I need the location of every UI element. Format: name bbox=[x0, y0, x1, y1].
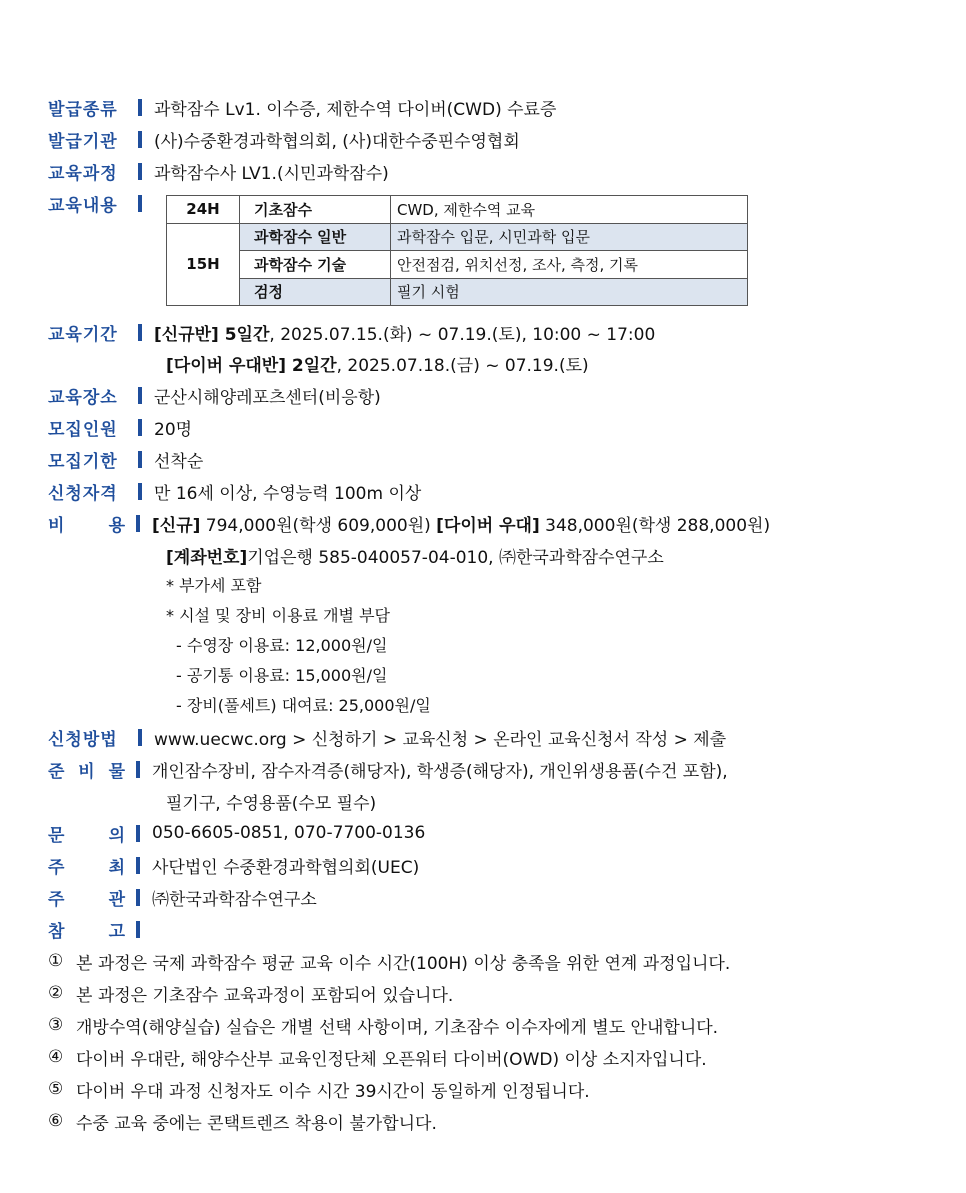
item-text: 다이버 우대 과정 신청자도 이수 시간 39시간이 동일하게 인정됩니다. bbox=[76, 1081, 590, 1102]
row-prep bbox=[48, 754, 946, 784]
row-organizer bbox=[48, 882, 946, 912]
item-number: ⑥ bbox=[48, 1111, 64, 1131]
label-char: 주 bbox=[48, 889, 66, 910]
row-issue-type bbox=[48, 92, 946, 122]
row-apply bbox=[48, 722, 946, 752]
separator-bar bbox=[138, 163, 142, 180]
value-deadline: 선착순 bbox=[154, 451, 204, 472]
category-cell: 기초잠수 bbox=[240, 196, 391, 224]
label-fee bbox=[48, 511, 126, 536]
label-char: 물 bbox=[108, 761, 126, 782]
item-text: 개방수역(해양실습) 실습은 개별 선택 사항이며, 기초잠수 이수자에게 별도 안내합니다. bbox=[76, 1017, 719, 1038]
label-deadline: 모집기한 bbox=[48, 451, 118, 472]
label-issue-type: 발급종류 bbox=[48, 99, 118, 120]
label-host bbox=[48, 853, 126, 878]
list-item bbox=[48, 946, 730, 976]
value-period-diver bbox=[166, 348, 589, 378]
row-capacity bbox=[48, 412, 946, 442]
separator-bar bbox=[138, 451, 142, 468]
separator-bar bbox=[138, 131, 142, 148]
separator-bar bbox=[138, 195, 142, 212]
label-capacity: 모집인원 bbox=[48, 419, 118, 440]
separator-bar bbox=[138, 483, 142, 500]
item-number: ⑤ bbox=[48, 1079, 64, 1099]
label-content: 교육내용 bbox=[48, 195, 118, 216]
row-contact bbox=[48, 818, 946, 848]
category-cell: 과학잠수 일반 bbox=[240, 223, 391, 251]
value-eligibility: 만 16세 이상, 수영능력 100m 이상 bbox=[154, 483, 422, 504]
separator-bar bbox=[136, 921, 140, 938]
separator-bar bbox=[138, 387, 142, 404]
fee-detail: - 장비(풀세트) 대여료: 25,000원/일 bbox=[176, 695, 431, 715]
label-issuer: 발급기관 bbox=[48, 131, 118, 152]
label-char: 최 bbox=[108, 857, 126, 878]
row-period bbox=[48, 317, 946, 347]
fee-diver-amount: 348,000원(학생 288,000원) bbox=[539, 515, 771, 536]
item-number: ③ bbox=[48, 1015, 64, 1035]
label-contact bbox=[48, 821, 126, 846]
separator-bar bbox=[138, 729, 142, 746]
separator-bar bbox=[136, 889, 140, 906]
item-number: ① bbox=[48, 951, 64, 971]
label-char: 용 bbox=[108, 515, 126, 536]
row-location bbox=[48, 380, 946, 410]
row-notes bbox=[48, 914, 946, 944]
account-title: [계좌번호] bbox=[166, 547, 248, 568]
label-eligibility: 신청자격 bbox=[48, 483, 118, 504]
item-text: 본 과정은 국제 과학잠수 평균 교육 이수 시간(100H) 이상 충족을 위한 연계 과정입니다. bbox=[76, 953, 731, 974]
list-item bbox=[48, 1074, 590, 1104]
fee-detail: - 공기통 이용료: 15,000원/일 bbox=[176, 665, 388, 685]
fee-note: * 부가세 포함 bbox=[166, 575, 262, 595]
label-course: 교육과정 bbox=[48, 163, 118, 184]
label-prep bbox=[48, 757, 126, 782]
item-number: ② bbox=[48, 983, 64, 1003]
period-diver-title: [다이버 우대반] 2일간 bbox=[166, 355, 337, 376]
row-issuer bbox=[48, 124, 946, 154]
fee-diver-title: [다이버 우대] bbox=[436, 515, 540, 536]
list-item bbox=[48, 978, 453, 1008]
value-prep: 개인잠수장비, 잠수자격증(해당자), 학생증(해당자), 개인위생용품(수건 포함), bbox=[152, 761, 728, 782]
description-cell: 안전점검, 위치선정, 조사, 측정, 기록 bbox=[391, 251, 748, 279]
row-course bbox=[48, 156, 946, 186]
label-char: 준 bbox=[48, 761, 66, 782]
value-issuer: (사)수중환경과학협의회, (사)대한수중핀수영협회 bbox=[154, 131, 520, 152]
row-host bbox=[48, 850, 946, 880]
item-text: 수중 교육 중에는 콘택트렌즈 착용이 불가합니다. bbox=[76, 1113, 437, 1134]
fee-new-amount: 794,000원(학생 609,000원) bbox=[200, 515, 437, 536]
separator-bar bbox=[136, 857, 140, 874]
label-char: 비 bbox=[78, 761, 96, 782]
list-item bbox=[48, 1042, 707, 1072]
category-cell: 검정 bbox=[240, 278, 391, 306]
fee-note: * 시설 및 장비 이용료 개별 부담 bbox=[166, 605, 390, 625]
label-location: 교육장소 bbox=[48, 387, 118, 408]
separator-bar bbox=[136, 825, 140, 842]
list-item bbox=[48, 1106, 437, 1136]
hours-cell: 24H bbox=[167, 196, 240, 224]
period-diver-dates: , 2025.07.18.(금) ~ 07.19.(토) bbox=[336, 355, 589, 376]
description-cell: CWD, 제한수역 교육 bbox=[391, 196, 748, 224]
period-new-title: [신규반] 5일간 bbox=[154, 324, 270, 345]
label-char: 고 bbox=[108, 921, 126, 942]
fee-detail: - 수영장 이용료: 12,000원/일 bbox=[176, 635, 388, 655]
label-organizer bbox=[48, 885, 126, 910]
curriculum-table bbox=[166, 195, 748, 306]
description-cell: 과학잠수 입문, 시민과학 입문 bbox=[391, 223, 748, 251]
description-cell: 필기 시험 bbox=[391, 278, 748, 306]
value-host: 사단법인 수중환경과학협의회(UEC) bbox=[152, 857, 420, 878]
label-char: 의 bbox=[108, 825, 126, 846]
label-char: 관 bbox=[108, 889, 126, 910]
account-value: 기업은행 585-040057-04-010, ㈜한국과학잠수연구소 bbox=[247, 547, 664, 568]
separator-bar bbox=[138, 99, 142, 116]
item-text: 다이버 우대란, 해양수산부 교육인정단체 오픈워터 다이버(OWD) 이상 소지자입니다. bbox=[76, 1049, 707, 1070]
value-capacity: 20명 bbox=[154, 419, 193, 440]
value-location: 군산시해양레포츠센터(비응항) bbox=[154, 387, 381, 408]
list-item bbox=[48, 1010, 718, 1040]
value-issue-type: 과학잠수 Lv1. 이수증, 제한수역 다이버(CWD) 수료증 bbox=[154, 99, 557, 120]
row-deadline bbox=[48, 444, 946, 474]
label-char: 문 bbox=[48, 825, 66, 846]
fee-account bbox=[166, 540, 664, 570]
separator-bar bbox=[138, 324, 142, 341]
table-row bbox=[167, 223, 748, 251]
table-row bbox=[167, 251, 748, 279]
value-prep-cont: 필기구, 수영용품(수모 필수) bbox=[166, 793, 377, 814]
table-row bbox=[167, 196, 748, 224]
row-eligibility bbox=[48, 476, 946, 506]
label-apply: 신청방법 bbox=[48, 729, 118, 750]
separator-bar bbox=[136, 761, 140, 778]
separator-bar bbox=[136, 515, 140, 532]
separator-bar bbox=[138, 419, 142, 436]
row-fee bbox=[48, 508, 946, 538]
table-row bbox=[167, 278, 748, 306]
value-course: 과학잠수사 LV1.(시민과학잠수) bbox=[154, 163, 389, 184]
item-number: ④ bbox=[48, 1047, 64, 1067]
label-char: 참 bbox=[48, 921, 66, 942]
category-cell: 과학잠수 기술 bbox=[240, 251, 391, 279]
period-new-dates: , 2025.07.15.(화) ~ 07.19.(토), 10:00 ~ 17:00 bbox=[269, 324, 656, 345]
value-fee bbox=[152, 511, 770, 536]
label-notes bbox=[48, 917, 126, 942]
value-organizer: ㈜한국과학잠수연구소 bbox=[152, 889, 317, 910]
value-period-new bbox=[154, 320, 655, 345]
hours-cell: 15H bbox=[167, 223, 240, 306]
label-char: 비 bbox=[48, 515, 66, 536]
label-char: 주 bbox=[48, 857, 66, 878]
item-text: 본 과정은 기초잠수 교육과정이 포함되어 있습니다. bbox=[76, 985, 454, 1006]
value-contact: 050-6605-0851, 070-7700-0136 bbox=[152, 823, 426, 843]
fee-new-title: [신규] bbox=[152, 515, 201, 536]
value-apply: www.uecwc.org > 신청하기 > 교육신청 > 온라인 교육신청서 작성 > 제출 bbox=[154, 729, 727, 750]
label-period: 교육기간 bbox=[48, 324, 118, 345]
